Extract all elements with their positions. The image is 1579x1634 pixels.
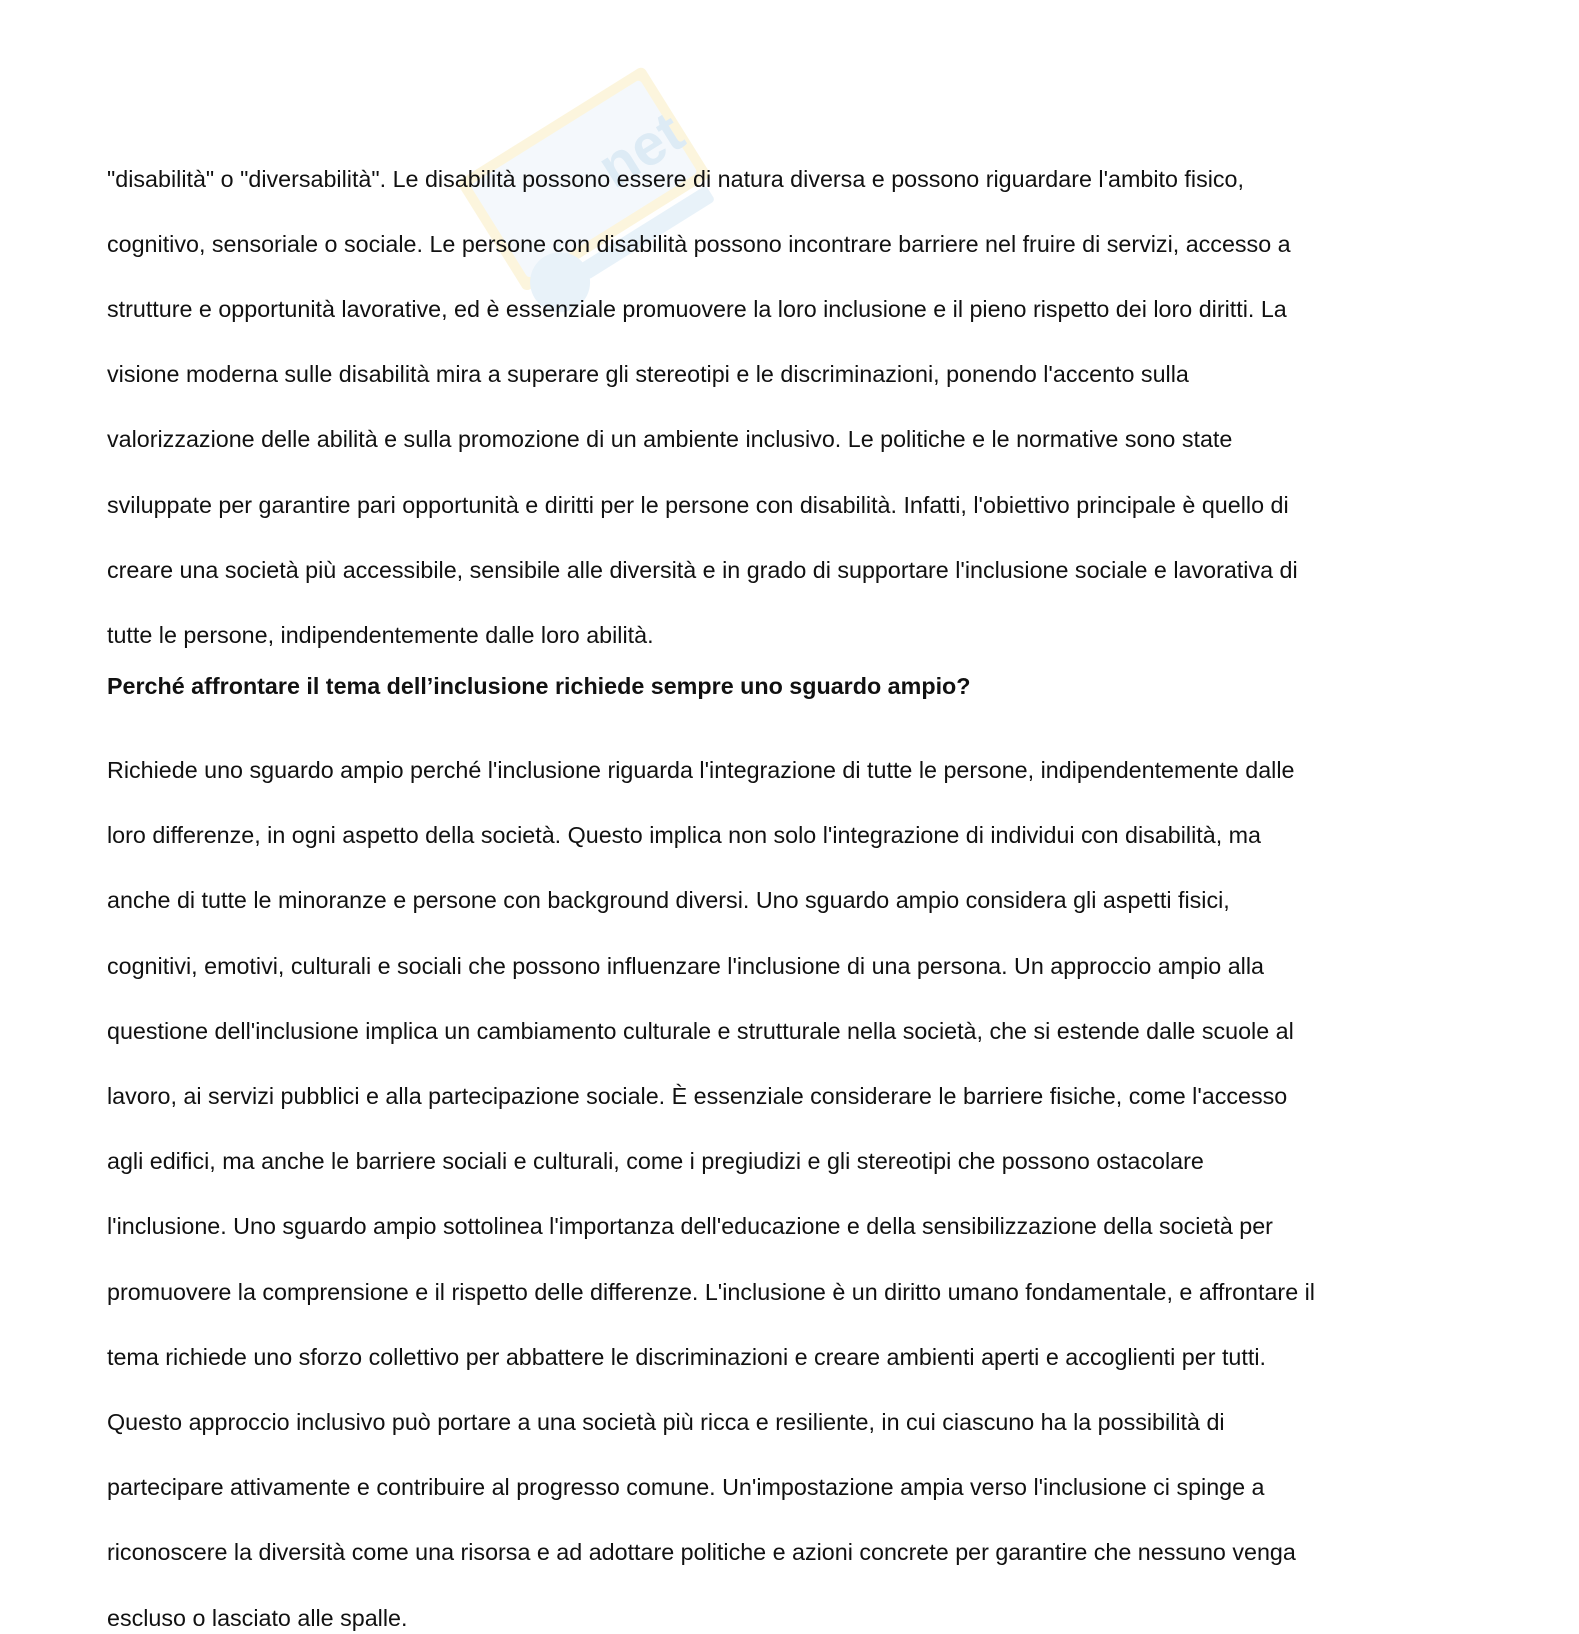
text-line: tema richiede uno sforzo collettivo per abbattere le discriminazioni e creare ambienti aperti e accoglienti per tutti.	[107, 1344, 1266, 1370]
text-line: loro differenze, in ogni aspetto della società. Questo implica non solo l'integrazione di individui con disabilità, ma	[107, 822, 1261, 848]
text-line: cognitivo, sensoriale o sociale. Le persone con disabilità possono incontrare barriere nel fruire di servizi, accesso a	[107, 231, 1291, 257]
text-line: anche di tutte le minoranze e persone con background diversi. Uno sguardo ampio considera gli aspetti fisici,	[107, 887, 1230, 913]
text-line: creare una società più accessibile, sensibile alle diversità e in grado di supportare l'inclusione sociale e lavorativa di	[107, 557, 1298, 583]
document-body	[107, 130, 1487, 1634]
text-line: sviluppate per garantire pari opportunità e diritti per le persone con disabilità. Infatti, l'obiettivo principale è quello di	[107, 492, 1289, 518]
text-line: promuovere la comprensione e il rispetto delle differenze. L'inclusione è un diritto umano fondamentale, e affrontare il	[107, 1279, 1315, 1305]
text-line: Questo approccio inclusivo può portare a una società più ricca e resiliente, in cui ciascuno ha la possibilità di	[107, 1409, 1225, 1435]
text-line: "disabilità" o "diversabilità". Le disabilità possono essere di natura diversa e possono riguardare l'ambito fisico,	[107, 166, 1244, 192]
text-line: escluso o lasciato alle spalle.	[107, 1605, 407, 1631]
text-line: l'inclusione. Uno sguardo ampio sottolinea l'importanza dell'educazione e della sensibilizzazione della società per	[107, 1213, 1273, 1239]
text-line: tutte le persone, indipendentemente dalle loro abilità.	[107, 622, 654, 648]
watermark-brand-text: net	[587, 99, 695, 200]
question-heading: Perché affrontare il tema dell’inclusione richiede sempre uno sguardo ampio?	[107, 670, 1487, 702]
text-line: lavoro, ai servizi pubblici e alla partecipazione sociale. È essenziale considerare le barriere fisiche, come l'accesso	[107, 1083, 1287, 1109]
text-line: valorizzazione delle abilità e sulla promozione di un ambiente inclusivo. Le politiche e le normative sono state	[107, 426, 1232, 452]
text-line: riconoscere la diversità come una risorsa e ad adottare politiche e azioni concrete per garantire che nessuno venga	[107, 1539, 1296, 1565]
text-line: cognitivi, emotivi, culturali e sociali che possono influenzare l'inclusione di una persona. Un approccio ampio alla	[107, 953, 1264, 979]
answer-paragraph	[107, 722, 1487, 1634]
text-line: strutture e opportunità lavorative, ed è essenziale promuovere la loro inclusione e il pieno rispetto dei loro diritti. La	[107, 296, 1287, 322]
intro-paragraph	[107, 130, 1487, 652]
text-line: visione moderna sulle disabilità mira a superare gli stereotipi e le discriminazioni, ponendo l'accento sulla	[107, 361, 1189, 387]
text-line: agli edifici, ma anche le barriere sociali e culturali, come i pregiudizi e gli stereotipi che possono ostacolare	[107, 1148, 1204, 1174]
text-line: questione dell'inclusione implica un cambiamento culturale e strutturale nella società, che si estende dalle scuole al	[107, 1018, 1294, 1044]
text-line: partecipare attivamente e contribuire al progresso comune. Un'impostazione ampia verso l'inclusione ci spinge a	[107, 1474, 1265, 1500]
text-line: Richiede uno sguardo ampio perché l'inclusione riguarda l'integrazione di tutte le persone, indipendentemente dalle	[107, 757, 1294, 783]
